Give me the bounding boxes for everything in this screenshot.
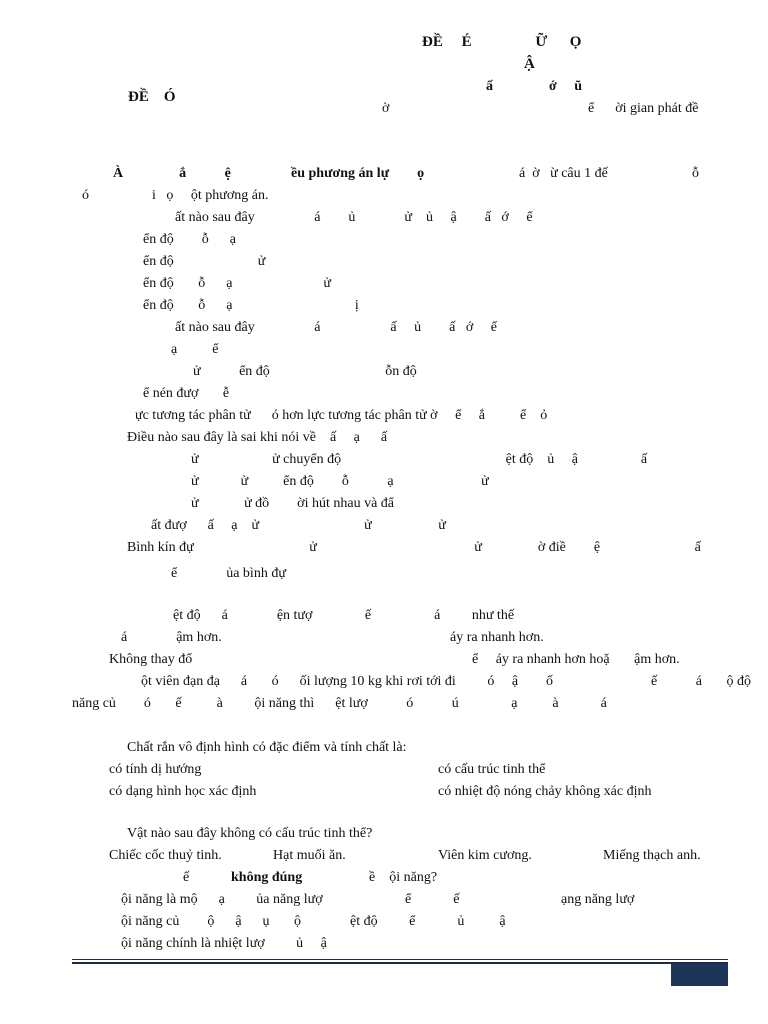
question-line-q5a: á ậm hơn. <box>121 630 222 645</box>
question-line-q6: ột viên đạn đạ á ó ối lượng 10 kg khi rơi tới đi ó ậ ố ế á ộ độ <box>141 674 751 689</box>
question-line-q7a: có tính dị hướng <box>109 762 202 777</box>
question-line-q9_1a: ội năng là mộ ạ ủa năng lượ <box>121 892 323 907</box>
question-line-q7b: có cấu trúc tinh thể <box>438 762 546 777</box>
question-line-q4: Bình kín đự ử ử ờ điề ệ ấ <box>127 540 701 555</box>
footer-rule-thick <box>72 962 728 964</box>
question-line-q6b: năng củ ó ế à ội năng thì ệt lượ ó ú ạ à á <box>72 696 607 711</box>
question-line-q7d: có nhiệt độ nóng chảy không xác định <box>438 784 652 799</box>
question-line-q3c: ử ử đồ ời hút nhau và đẩ <box>191 496 394 511</box>
question-line-q1c: ển độ ỗ ạ ử <box>143 276 332 291</box>
question-line-q2c: ể nén đượ ễ <box>143 386 230 401</box>
footer-rule-thin <box>72 959 728 960</box>
question-line-q5c: Không thay đổ <box>109 652 193 667</box>
question-line-q2d: ực tương tác phân tử ó hơn lực tương tác phân tử ờ ể ắ ể ỏ <box>135 408 548 423</box>
question-line-q5: ệt độ á ện tượ ế á như thế <box>173 608 515 623</box>
part1-heading: À ắ ệ <box>113 166 231 181</box>
question-line-q9c: ề ội năng? <box>369 870 438 885</box>
question-line-q3a: ử ử chuyển độ ệt độ ủ ậ ấ <box>191 452 648 467</box>
question-line-q8c: Viên kim cương. <box>438 848 532 863</box>
question-line-q9_2: ội năng củ ộ ậ ụ ộ ệt độ ể ủ ậ <box>121 914 506 929</box>
question-line-q2a: ạ ể <box>171 342 219 357</box>
part1-instruction-bold: ều phương án lự ọ <box>291 166 425 181</box>
question-line-q8b: Hạt muối ăn. <box>273 848 346 863</box>
exam-title: ĐỀ É Ữ Ọ <box>422 34 582 50</box>
question-line-q9_1c: ạng năng lượ <box>561 892 635 907</box>
question-line-q1d: ển độ ỗ ạ ị <box>143 298 359 313</box>
q9-not-correct-bold: không đúng <box>231 870 303 885</box>
question-line-q7: Chất rắn vô định hình có đặc điểm và tính chất là: <box>127 740 407 755</box>
part1-instruction-tail: ỗ <box>692 166 699 181</box>
question-line-q8d: Miếng thạch anh. <box>603 848 701 863</box>
question-line-q9_1b: ể ế <box>405 892 460 907</box>
question-line-q5b: áy ra nhanh hơn. <box>450 630 544 645</box>
time-note-b: ể ời gian phát đề <box>588 101 699 116</box>
part1-instruction-text: á ờ ừ câu 1 đế <box>519 166 608 181</box>
question-line-q1b: ển độ ử <box>143 254 266 269</box>
question-line-q1: ất nào sau đây á ủ ử ủ ậ ấ ớ ể <box>175 210 533 225</box>
question-line-q9a: ế <box>183 870 190 885</box>
question-line-q4b: ể ủa bình đự <box>171 566 286 581</box>
question-line-q2b: ử ển độ ỗn độ <box>193 364 417 379</box>
question-line-q3b: ử ử ển độ ỗ ạ ử <box>191 474 489 489</box>
question-line-q3d: ất đượ ấ ạ ử ử ử <box>151 518 446 533</box>
exam-code-label: ĐỀ Ó <box>128 89 176 105</box>
question-line-q8: Vật nào sau đây không có cấu trúc tinh thể? <box>127 826 373 841</box>
time-note-a: ờ <box>382 101 390 116</box>
question-line-q9_3: ội năng chính là nhiệt lượ ủ ậ <box>121 936 327 951</box>
page-number-box <box>671 964 728 986</box>
part1-instruction-line2: ó i ọ ột phương án. <box>82 188 269 203</box>
question-line-q8a: Chiếc cốc thuỷ tinh. <box>109 848 222 863</box>
question-line-q1a: ển độ ỗ ạ <box>143 232 236 247</box>
exam-title-line2: Ậ <box>524 56 535 72</box>
question-line-q3: Điều nào sau đây là sai khi nói về ấ ạ ấ <box>127 430 388 445</box>
question-line-q2: ất nào sau đây á ấ ủ ấ ớ ể <box>175 320 497 335</box>
question-line-q5d: ể áy ra nhanh hơn hoặ ậm hơn. <box>472 652 680 667</box>
exam-subject-label: ấ ớ ũ <box>486 79 583 94</box>
question-line-q7c: có dạng hình học xác định <box>109 784 257 799</box>
